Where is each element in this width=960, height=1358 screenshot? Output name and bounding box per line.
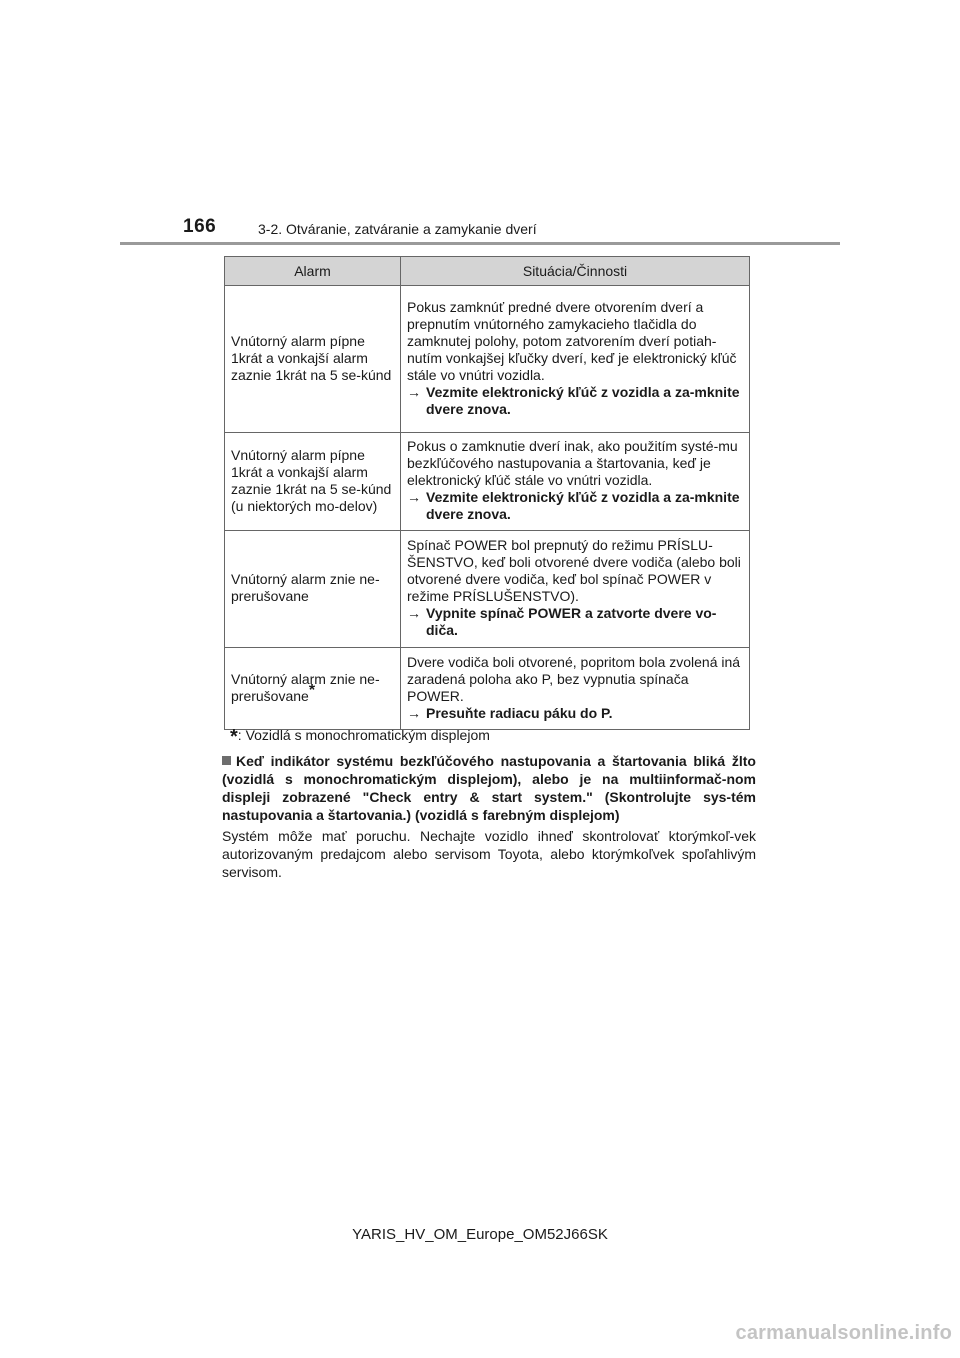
situation-cell bbox=[401, 531, 750, 648]
table-row bbox=[225, 286, 750, 433]
table-row bbox=[225, 531, 750, 648]
column-header-alarm: Alarm bbox=[225, 257, 401, 286]
alarm-cell bbox=[225, 433, 401, 531]
arrow-right-icon: → bbox=[407, 383, 421, 400]
alarm-cell bbox=[225, 531, 401, 648]
situation-text: Pokus zamknúť predné dvere otvorením dverí a prepnutím vnútorného zamykacieho tlačidla do zamknutej polohy, potom zatvorením dverí potiah-nutím vonkajšej kľučky dverí, keď je elektronický kľúč stále vo vnútri vozidla. bbox=[407, 298, 737, 383]
footnote-text: : Vozidlá s monochromatickým displejom bbox=[237, 727, 490, 743]
page-number: 166 bbox=[183, 216, 217, 237]
section-title: 3-2. Otváranie, zatváranie a zamykanie dverí bbox=[258, 221, 537, 237]
alarm-text: Vnútorný alarm pípne 1krát a vonkajší alarm zaznie 1krát na 5 se-kúnd (u niektorých mo-delov) bbox=[231, 446, 392, 514]
column-header-situation: Situácia/Činnosti bbox=[401, 257, 750, 286]
table-header-row bbox=[225, 257, 750, 286]
action-text: Vezmite elektronický kľúč z vozidla a za-mknite dvere znova. bbox=[426, 489, 740, 522]
action-text: Vezmite elektronický kľúč z vozidla a za-mknite dvere znova. bbox=[426, 383, 740, 417]
alarm-cell bbox=[225, 648, 401, 730]
footnote-marker: * bbox=[308, 681, 316, 699]
table-row bbox=[225, 648, 750, 730]
arrow-right-icon: → bbox=[407, 704, 421, 721]
footnote bbox=[230, 726, 490, 749]
situation-text: Pokus o zamknutie dverí inak, ako použitím systé-mu bezkľúčového nastupovania a štartovania, keď je elektronický kľúč stále vo vnútri vozidla. bbox=[407, 438, 738, 488]
square-bullet-icon bbox=[222, 756, 231, 765]
action-text: Presuňte radiacu páku do P. bbox=[426, 704, 613, 721]
table-row bbox=[225, 433, 750, 531]
arrow-right-icon: → bbox=[407, 489, 421, 505]
alarm-text: Vnútorný alarm pípne 1krát a vonkajší alarm zaznie 1krát na 5 se-kúnd bbox=[231, 332, 392, 383]
document-id: YARIS_HV_OM_Europe_OM52J66SK bbox=[352, 1226, 608, 1243]
situation-text: Dvere vodiča boli otvorené, popritom bola zvolená iná zaradená poloha ako P, bez vypnutia spínača POWER. bbox=[407, 653, 741, 704]
watermark: carmanualsonline.info bbox=[735, 1322, 952, 1344]
situation-cell bbox=[401, 433, 750, 531]
situation-text: Spínač POWER bol prepnutý do režimu PRÍSLU-ŠENSTVO, keď boli otvorené dvere vodiča (alebo boli otvorené dvere vodiča, keď bol spínač POWER v režime PRÍSLUŠENSTVO). bbox=[407, 537, 741, 604]
action-line bbox=[407, 489, 744, 523]
situation-cell bbox=[401, 648, 750, 730]
section-body: Systém môže mať poruchu. Nechajte vozidlo ihneď skontrolovať ktorýmkoľ-vek autorizovaným predajcom alebo servisom Toyota, alebo ktorýmkoľvek spoľahlivým servisom. bbox=[222, 828, 756, 880]
alarm-cell bbox=[225, 286, 401, 433]
action-text: Vypnite spínač POWER a zatvorte dvere vo-diča. bbox=[426, 605, 717, 638]
section-heading-text: Keď indikátor systému bezkľúčového nastupovania a štartovania bliká žlto (vozidlá s monochromatickým displejom), alebo je na multiinformač-nom displeji zobrazené "Check entry & start system." (Skontrolujte sys-tém nastupovania a štartovania.) (vozidlá s farebným displejom) bbox=[222, 753, 756, 823]
action-line bbox=[407, 705, 744, 722]
footnote-star: * bbox=[230, 726, 238, 748]
alarm-text: Vnútorný alarm znie ne-prerušovane bbox=[231, 670, 380, 704]
action-line bbox=[407, 384, 744, 418]
situation-cell bbox=[401, 286, 750, 433]
alarm-table bbox=[224, 256, 750, 730]
header-rule bbox=[120, 242, 840, 245]
alarm-text: Vnútorný alarm znie ne-prerušovane bbox=[231, 571, 380, 604]
section-heading bbox=[222, 752, 756, 824]
arrow-right-icon: → bbox=[407, 605, 421, 621]
action-line bbox=[407, 605, 744, 639]
